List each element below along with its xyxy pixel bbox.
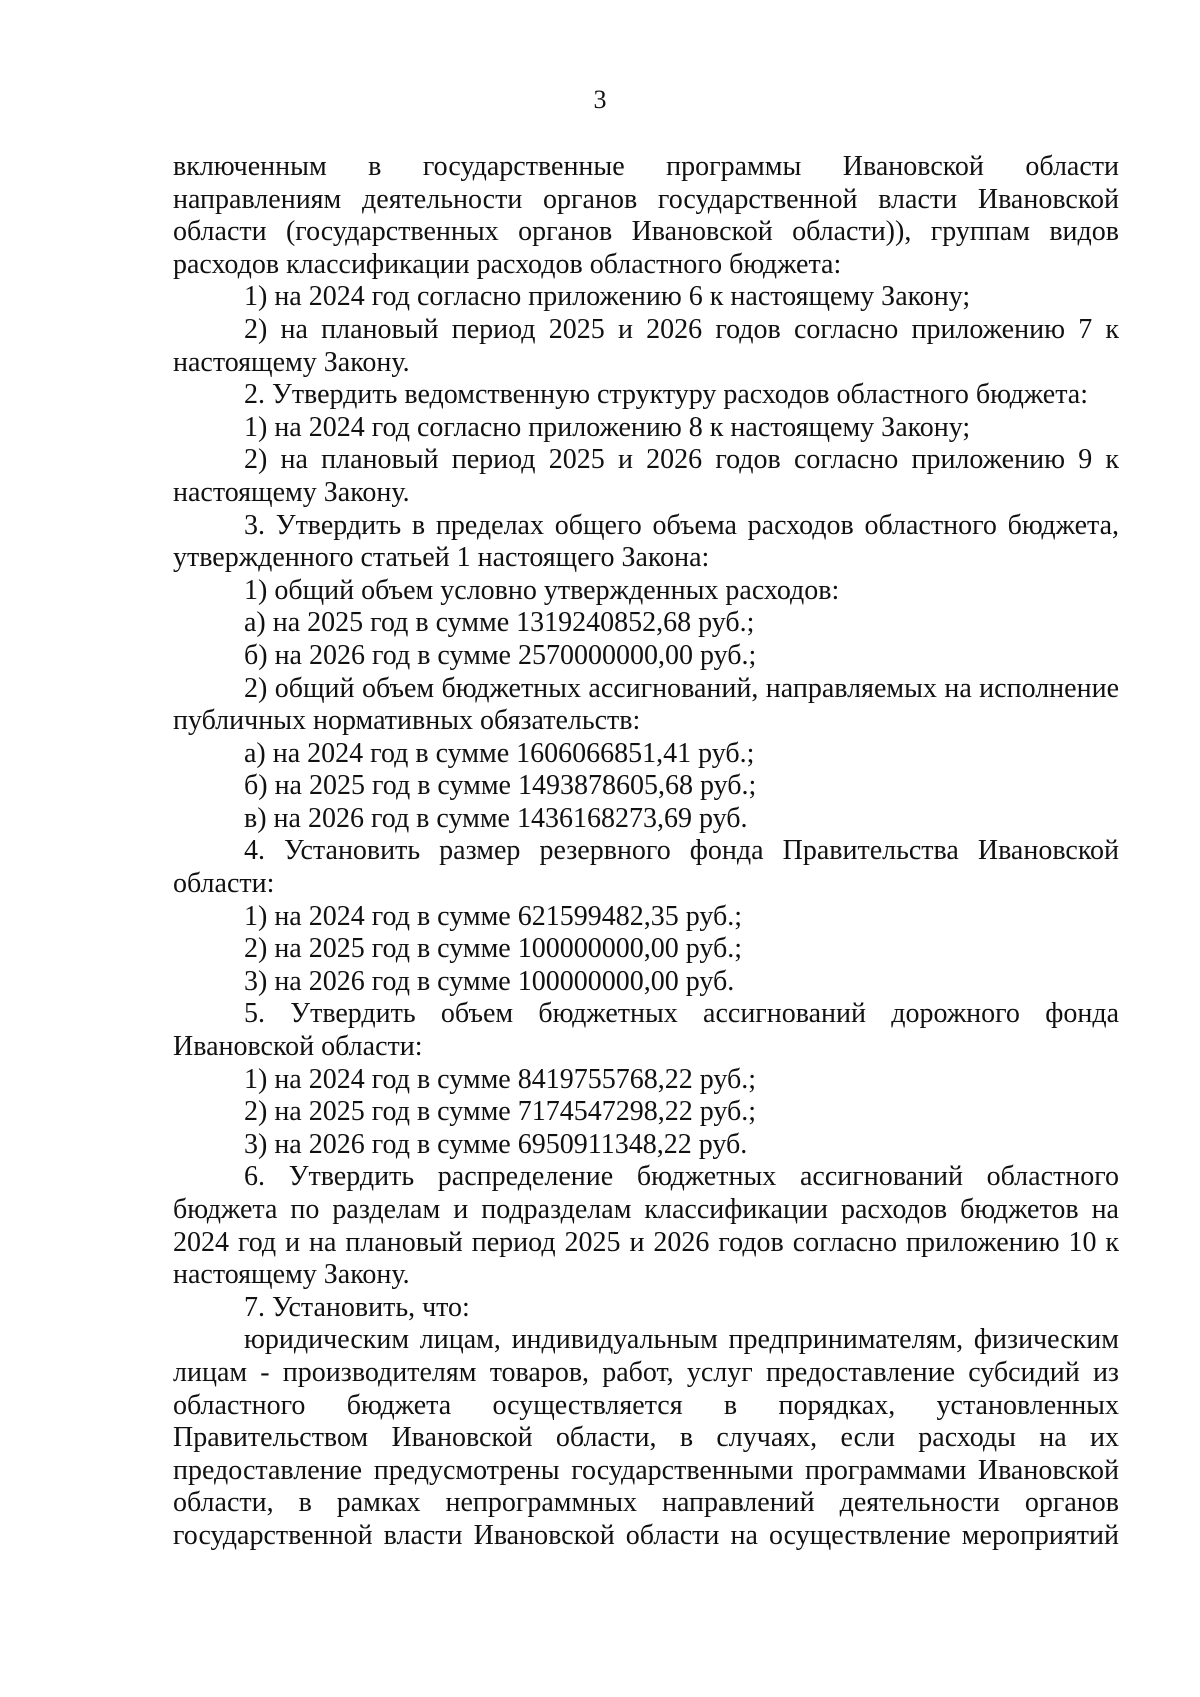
paragraph-subitem: в) на 2026 год в сумме 1436168273,69 руб.	[244, 802, 748, 834]
document-body	[173, 151, 1119, 1553]
paragraph-item: 2) на плановый период 2025 и 2026 годов согласно приложению 7 к настоящему Закону.	[173, 313, 1119, 378]
paragraph-item: 2) на 2025 год в сумме 7174547298,22 руб.;	[244, 1096, 757, 1128]
paragraph-continuation: включенным в государственные программы Ивановской области направлениям деятельности органов государственной власти Ивановской области (государственных органов Ивановской области)), группам видов расходов классификации расходов областного бюджета:	[173, 151, 1119, 280]
paragraph-item: 2) на плановый период 2025 и 2026 годов согласно приложению 9 к настоящему Закону.	[173, 444, 1119, 508]
paragraph-clause: 7. Установить, что:	[244, 1291, 470, 1323]
paragraph-item: 1) на 2024 год согласно приложению 8 к настоящему Закону;	[244, 411, 971, 443]
paragraph-item: 1) на 2024 год согласно приложению 6 к настоящему Закону;	[244, 281, 971, 313]
paragraph-subitem: б) на 2025 год в сумме 1493878605,68 руб.;	[244, 770, 757, 802]
paragraph-subitem: а) на 2024 год в сумме 1606066851,41 руб.;	[244, 737, 755, 769]
paragraph-clause: 4. Установить размер резервного фонда Правительства Ивановской области:	[173, 835, 1119, 900]
paragraph-clause: 2. Утвердить ведомственную структуру расходов областного бюджета:	[244, 379, 1089, 411]
page-number: 3	[593, 85, 607, 114]
paragraph-item: 2) общий объем бюджетных ассигнований, направляемых на исполнение публичных нормативных обязательств:	[173, 672, 1119, 737]
paragraph-continues-next-page: юридическим лицам, индивидуальным предпринимателям, физическим лицам - производителям товаров, работ, услуг предоставление субсидий из областного бюджета осуществляется в порядках, установленных Правительством Ивановской области, в случаях, если расходы на их предоставление предусмотрены государственными программами Ивановской области, в рамках непрограммных направлений деятельности органов государственной власти Ивановской области на осуществление мероприятий	[173, 1324, 1119, 1551]
paragraph-clause: 6. Утвердить распределение бюджетных ассигнований областного бюджета по разделам и подразделам классификации расходов бюджетов на 2024 год и на плановый период 2025 и 2026 годов согласно приложению 10 к настоящему Закону.	[173, 1161, 1119, 1291]
paragraph-clause: 5. Утвердить объем бюджетных ассигнований дорожного фонда Ивановской области:	[173, 998, 1119, 1063]
paragraph-item: 1) общий объем условно утвержденных расходов:	[244, 574, 840, 606]
paragraph-item: 3) на 2026 год в сумме 100000000,00 руб.	[244, 965, 735, 997]
paragraph-item: 1) на 2024 год в сумме 8419755768,22 руб.;	[244, 1063, 757, 1095]
paragraph-item: 2) на 2025 год в сумме 100000000,00 руб.;	[244, 933, 743, 965]
paragraph-subitem: а) на 2025 год в сумме 1319240852,68 руб.;	[244, 607, 755, 639]
paragraph-item: 3) на 2026 год в сумме 6950911348,22 руб.	[244, 1128, 748, 1160]
paragraph-subitem: б) на 2026 год в сумме 2570000000,00 руб.;	[244, 639, 757, 671]
paragraph-item: 1) на 2024 год в сумме 621599482,35 руб.;	[244, 900, 743, 932]
paragraph-clause: 3. Утвердить в пределах общего объема расходов областного бюджета, утвержденного статьей 1 настоящего Закона:	[173, 509, 1119, 574]
